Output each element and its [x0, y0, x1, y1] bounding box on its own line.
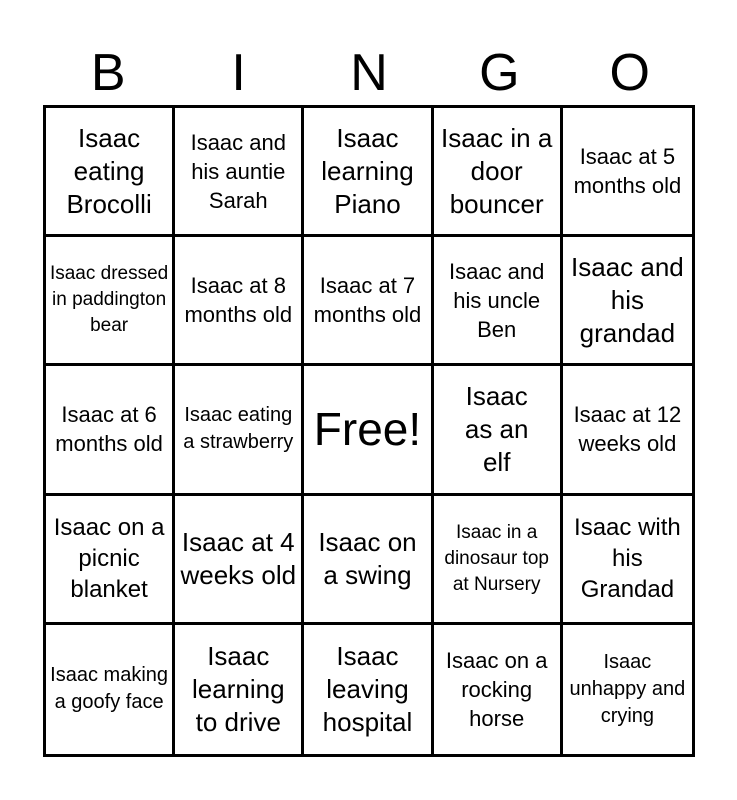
bingo-cell-text: Isaac at 7 months old — [313, 273, 422, 328]
bingo-cell-text: Isaac in a dinosaur top at Nursery — [444, 521, 549, 595]
bingo-cell[interactable] — [46, 496, 175, 625]
bingo-cell-text: Isaac at 5 months old — [573, 144, 682, 199]
bingo-cell-text: Isaac on a rocking horse — [445, 647, 548, 731]
bingo-cell[interactable] — [46, 366, 175, 495]
bingo-cell-text: Isaac on a picnic blanket — [53, 514, 165, 604]
header-letter-b: B — [90, 44, 126, 102]
bingo-cell[interactable] — [304, 366, 433, 495]
bingo-cell-text: Isaac eating a strawberry — [183, 404, 294, 454]
bingo-cell[interactable] — [175, 366, 304, 495]
bingo-cell[interactable] — [434, 108, 563, 237]
bingo-cell[interactable] — [175, 496, 304, 625]
bingo-cell-text: Isaac on a swing — [318, 526, 417, 590]
bingo-cell[interactable] — [563, 496, 692, 625]
header-letter-n: N — [350, 44, 388, 102]
bingo-cell[interactable] — [434, 496, 563, 625]
bingo-cell[interactable] — [175, 108, 304, 237]
bingo-cell-text: Isaac as an elf — [464, 380, 529, 477]
bingo-cell-text: Isaac and his grandad — [571, 251, 684, 348]
bingo-cell-text: Isaac at 4 weeks old — [180, 526, 297, 590]
bingo-cell[interactable] — [434, 237, 563, 366]
bingo-cell-text: Isaac at 12 weeks old — [573, 402, 682, 457]
bingo-cell-text: Isaac dressed in paddington bear — [49, 263, 169, 337]
bingo-cell[interactable] — [304, 108, 433, 237]
bingo-cell[interactable] — [46, 108, 175, 237]
bingo-card-grid — [43, 105, 695, 757]
bingo-cell[interactable] — [434, 366, 563, 495]
bingo-cell[interactable] — [46, 625, 175, 754]
bingo-cell-text: Isaac in a door bouncer — [441, 122, 553, 219]
free-space-text: Free! — [313, 403, 422, 456]
bingo-cell[interactable] — [434, 625, 563, 754]
bingo-cell[interactable] — [304, 625, 433, 754]
bingo-cell[interactable] — [175, 625, 304, 754]
bingo-cell-text: Isaac leaving hospital — [322, 640, 413, 737]
bingo-header — [43, 40, 695, 106]
bingo-cell-text: Isaac making a goofy face — [50, 664, 169, 714]
bingo-cell-text: Isaac unhappy and crying — [569, 650, 686, 727]
header-letter-o: O — [609, 44, 650, 102]
bingo-cell-text: Isaac learning Piano — [321, 122, 414, 219]
bingo-cell[interactable] — [304, 237, 433, 366]
header-letter-i: I — [231, 44, 246, 102]
bingo-cell[interactable] — [563, 108, 692, 237]
bingo-cell-text: Isaac eating Brocolli — [66, 122, 152, 219]
bingo-cell[interactable] — [304, 496, 433, 625]
bingo-cell[interactable] — [563, 625, 692, 754]
bingo-cell[interactable] — [46, 237, 175, 366]
bingo-cell[interactable] — [563, 366, 692, 495]
bingo-cell[interactable] — [563, 237, 692, 366]
bingo-cell-text: Isaac at 6 months old — [55, 402, 163, 457]
bingo-cell-text: Isaac at 8 months old — [184, 273, 293, 328]
bingo-cell-text: Isaac learning to drive — [192, 640, 285, 737]
bingo-cell-text: Isaac and his auntie Sarah — [190, 129, 286, 213]
bingo-cell[interactable] — [175, 237, 304, 366]
bingo-cell-text: Isaac with his Grandad — [574, 514, 681, 604]
header-letter-g: G — [479, 44, 520, 102]
bingo-cell-text: Isaac and his uncle Ben — [448, 258, 545, 342]
